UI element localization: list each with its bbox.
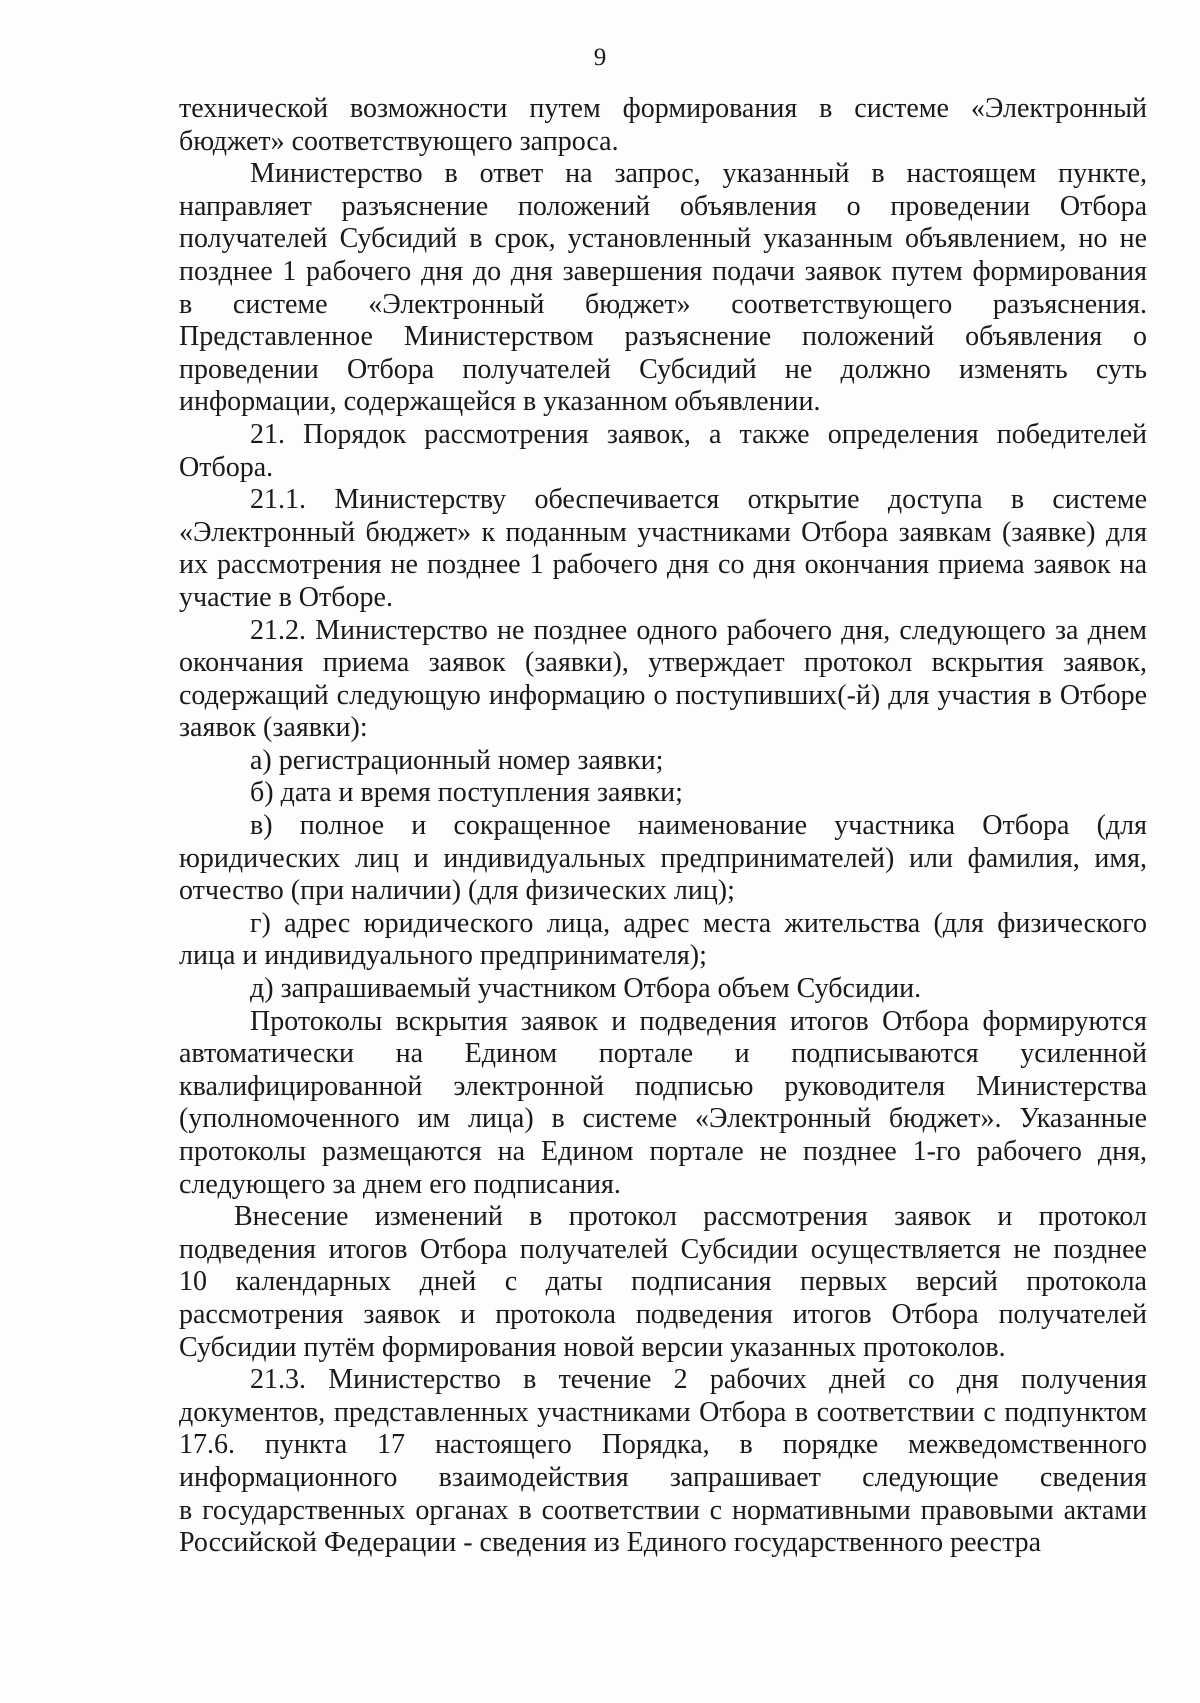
text-line: Представленное Министерством разъяснение положений объявления о: [179, 321, 1147, 353]
text-line: протоколы размещаются на Едином портале не позднее 1-го рабочего дня,: [179, 1136, 1147, 1167]
text-line: Протоколы вскрытия заявок и подведения итогов Отбора формируются: [250, 1005, 1147, 1037]
text-line: 21. Порядок рассмотрения заявок, а также определения победителей: [250, 418, 1147, 450]
text-line: бюджет» соответствующего запроса.: [179, 125, 619, 157]
text-line: участие в Отборе.: [179, 581, 393, 613]
text-line: 17.6. пункта 17 настоящего Порядка, в порядке межведомственного: [179, 1429, 1147, 1461]
text-line: а) регистрационный номер заявки;: [250, 744, 664, 776]
paragraph-protocols: [179, 1006, 1147, 1202]
text-line: г) адрес юридического лица, адрес места жительства (для физического: [250, 907, 1147, 939]
text-line: в) полное и сокращенное наименование участника Отбора (для: [250, 810, 1147, 842]
text-line: заявок (заявки):: [179, 712, 368, 744]
paragraph-ministry-response: [179, 158, 1147, 419]
text-line: юридических лиц и индивидуальных предпринимателей) или фамилия, имя,: [179, 842, 1147, 874]
text-line: позднее 1 рабочего дня до дня завершения подачи заявок путем формирования: [179, 255, 1147, 287]
paragraph-clause-21: [179, 419, 1147, 484]
text-line: Отбора.: [179, 451, 274, 483]
text-line: квалифицированной электронной подписью руководителя Министерства: [179, 1070, 1147, 1102]
text-line: проведении Отбора получателей Субсидий не должно изменять суть: [179, 353, 1147, 385]
text-line: Министерство в ответ на запрос, указанный в настоящем пункте,: [250, 158, 1147, 190]
text-line: 21.2. Министерство не позднее одного рабочего дня, следующего за днем: [250, 614, 1147, 646]
text-line: рассмотрения заявок и протокола подведения итогов Отбора получателей: [179, 1298, 1147, 1330]
list-item-b: [179, 777, 1147, 810]
paragraph-continuation: [179, 93, 1147, 158]
text-line: получателей Субсидий в срок, установленный указанным объявлением, но не: [179, 223, 1147, 255]
text-line: подведения итогов Отбора получателей Субсидии осуществляется не позднее: [179, 1233, 1147, 1265]
text-line: б) дата и время поступления заявки;: [250, 777, 683, 809]
text-line: Российской Федерации - сведения из Единого государственного реестра: [179, 1527, 1042, 1559]
text-line: д) запрашиваемый участником Отбора объем Субсидии.: [250, 973, 922, 1005]
list-item-g: [179, 908, 1147, 973]
text-line: 21.3. Министерство в течение 2 рабочих дней со дня получения: [250, 1364, 1147, 1396]
paragraph-amendments: [179, 1201, 1147, 1364]
text-line: в системе «Электронный бюджет» соответствующего разъяснения.: [179, 288, 1147, 320]
document-body: [179, 93, 1147, 1560]
text-line: в государственных органах в соответствии с нормативными правовыми актами: [179, 1494, 1147, 1526]
text-line: информационного взаимодействия запрашивает следующие сведения: [179, 1461, 1147, 1493]
text-line: окончания приема заявок (заявки), утверждает протокол вскрытия заявок,: [179, 647, 1147, 679]
text-line: 10 календарных дней с даты подписания первых версий протокола: [179, 1266, 1147, 1298]
text-line: следующего за днем его подписания.: [179, 1168, 621, 1200]
list-item-a: [179, 745, 1147, 778]
page-number: 9: [593, 44, 607, 71]
text-line: отчество (при наличии) (для физических лиц);: [179, 875, 735, 907]
text-line: документов, представленных участниками Отбора в соответствии с подпунктом: [179, 1396, 1147, 1428]
list-item-d: [179, 973, 1147, 1006]
text-line: Внесение изменений в протокол рассмотрения заявок и протокол: [234, 1201, 1147, 1233]
text-line: Субсидии путём формирования новой версии указанных протоколов.: [179, 1331, 1006, 1363]
text-line: «Электронный бюджет» к поданным участниками Отбора заявкам (заявке) для: [179, 516, 1147, 548]
text-line: их рассмотрения не позднее 1 рабочего дня со дня окончания приема заявок на: [179, 549, 1147, 581]
text-line: лица и индивидуального предпринимателя);: [179, 940, 707, 972]
paragraph-clause-21-1: [179, 484, 1147, 614]
paragraph-clause-21-2: [179, 615, 1147, 745]
text-line: (уполномоченного им лица) в системе «Электронный бюджет». Указанные: [179, 1103, 1147, 1135]
paragraph-clause-21-3: [179, 1364, 1147, 1560]
text-line: технической возможности путем формирования в системе «Электронный: [179, 93, 1147, 124]
text-line: автоматически на Едином портале и подписываются усиленной: [179, 1038, 1147, 1070]
list-item-v: [179, 810, 1147, 908]
text-line: 21.1. Министерству обеспечивается открытие доступа в системе: [250, 484, 1147, 516]
text-line: информации, содержащейся в указанном объявлении.: [179, 386, 821, 418]
text-line: направляет разъяснение положений объявления о проведении Отбора: [179, 190, 1147, 222]
text-line: содержащий следующую информацию о поступивших(-й) для участия в Отборе: [179, 679, 1147, 711]
